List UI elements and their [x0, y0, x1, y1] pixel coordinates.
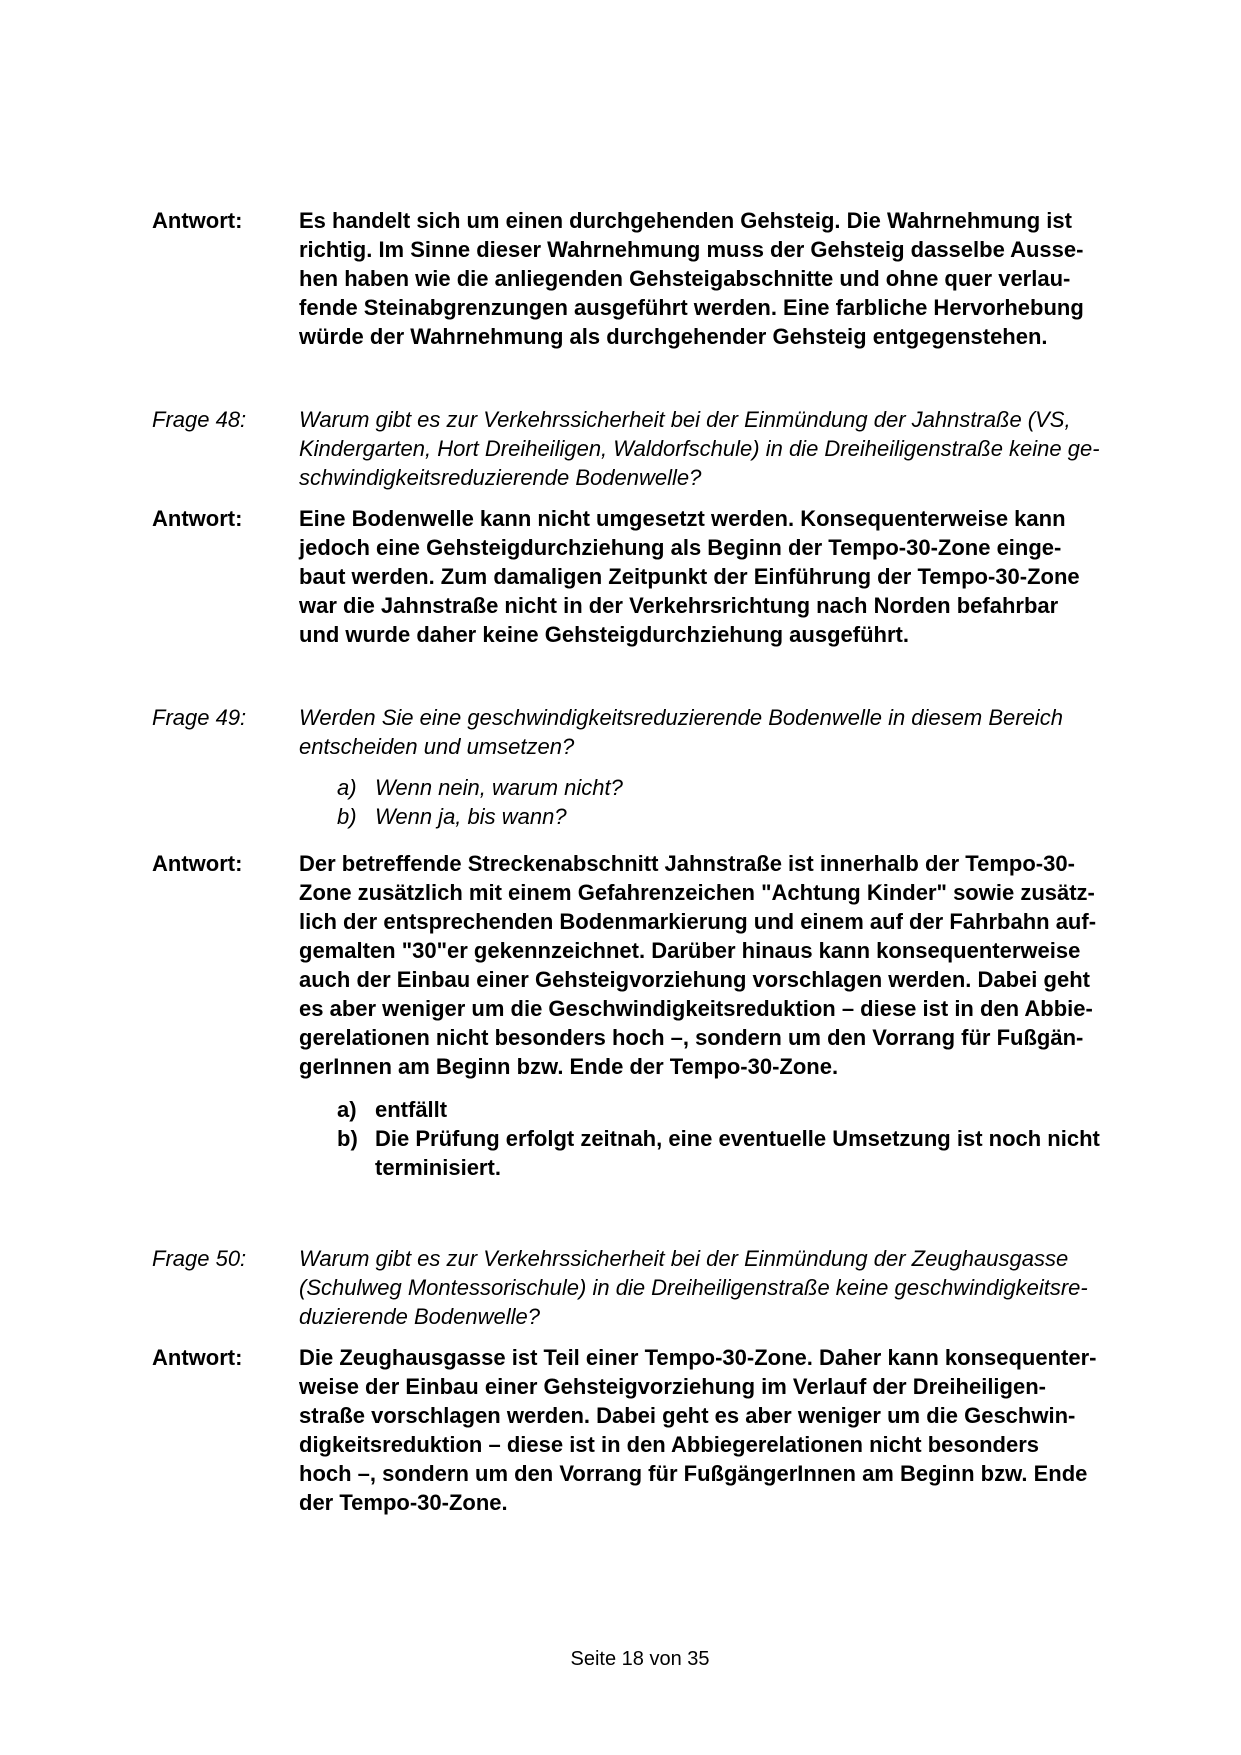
list-item: [337, 1124, 1237, 1182]
answer-label: Antwort:: [152, 506, 243, 531]
text-line: (Schulweg Montessorischule) in die Dreiheiligenstraße keine geschwindigkeitsre-: [299, 1275, 1088, 1300]
text-line: Zone zusätzlich mit einem Gefahrenzeichen "Achtung Kinder" sowie zusätz-: [299, 880, 1095, 905]
list-item: [337, 1095, 1237, 1124]
answer-label: Antwort:: [152, 1345, 243, 1370]
text-line: der Tempo-30-Zone.: [299, 1490, 508, 1515]
answer-sublist: [337, 1095, 1237, 1182]
list-marker: b): [337, 1126, 358, 1151]
text-line: lich der entsprechenden Bodenmarkierung und einem auf der Fahrbahn auf-: [299, 909, 1097, 934]
text-line: Die Zeughausgasse ist Teil einer Tempo-30-Zone. Daher kann konsequenter-: [299, 1345, 1097, 1370]
text-line: fende Steinabgrenzungen ausgeführt werden. Eine farbliche Hervorhebung: [299, 295, 1084, 320]
text-line: auch der Einbau einer Gehsteigvorziehung vorschlagen werden. Dabei geht: [299, 967, 1090, 992]
answer-label: Antwort:: [152, 208, 243, 233]
text-line: und wurde daher keine Gehsteigdurchziehung ausgeführt.: [299, 622, 909, 647]
list-marker: a): [337, 775, 357, 800]
text-line: richtig. Im Sinne dieser Wahrnehmung muss der Gehsteig dasselbe Ausse-: [299, 237, 1084, 262]
text-line: Es handelt sich um einen durchgehenden Gehsteig. Die Wahrnehmung ist: [299, 208, 1072, 233]
list-marker: b): [337, 804, 357, 829]
list-item-text: Wenn nein, warum nicht?: [375, 775, 623, 800]
answer-label: Antwort:: [152, 851, 243, 876]
list-item: [337, 773, 1237, 802]
text-line: digkeitsreduktion – diese ist in den Abbiegerelationen nicht besonders: [299, 1432, 1039, 1457]
text-line: gerInnen am Beginn bzw. Ende der Tempo-30-Zone.: [299, 1054, 839, 1079]
text-line: hoch –, sondern um den Vorrang für FußgängerInnen am Beginn bzw. Ende: [299, 1461, 1088, 1486]
answer-text: [299, 206, 1241, 351]
text-line: straße vorschlagen werden. Dabei geht es aber weniger um die Geschwin-: [299, 1403, 1076, 1428]
question-label: Frage 49:: [152, 705, 247, 730]
text-line: es aber weniger um die Geschwindigkeitsreduktion – diese ist in den Abbie-: [299, 996, 1093, 1021]
question-text: [299, 405, 1241, 492]
text-line: war die Jahnstraße nicht in der Verkehrsrichtung nach Norden befahrbar: [299, 593, 1059, 618]
text-line: hen haben wie die anliegenden Gehsteigabschnitte und ohne quer verlau-: [299, 266, 1071, 291]
list-item-text: entfällt: [375, 1097, 448, 1122]
text-line: schwindigkeitsreduzierende Bodenwelle?: [299, 465, 702, 490]
list-item-text: terminisiert.: [375, 1155, 501, 1180]
page-number-footer: Seite 18 von 35: [570, 1648, 710, 1670]
answer-text: [299, 849, 1241, 1081]
list-marker: a): [337, 1097, 357, 1122]
text-line: Der betreffende Streckenabschnitt Jahnstraße ist innerhalb der Tempo-30-: [299, 851, 1075, 876]
question-text: [299, 1244, 1241, 1331]
list-item: [337, 802, 1237, 831]
text-line: gerelationen nicht besonders hoch –, sondern um den Vorrang für Fußgän-: [299, 1025, 1084, 1050]
list-item-text: Wenn ja, bis wann?: [375, 804, 567, 829]
text-line: duzierende Bodenwelle?: [299, 1304, 540, 1329]
question-label: Frage 50:: [152, 1246, 247, 1271]
text-line: entscheiden und umsetzen?: [299, 734, 575, 759]
text-line: Werden Sie eine geschwindigkeitsreduzierende Bodenwelle in diesem Bereich: [299, 705, 1063, 730]
text-line: jedoch eine Gehsteigdurchziehung als Beginn der Tempo-30-Zone einge-: [299, 535, 1062, 560]
list-item-text: Die Prüfung erfolgt zeitnah, eine eventuelle Umsetzung ist noch nicht: [375, 1126, 1100, 1151]
text-line: gemalten "30"er gekennzeichnet. Darüber hinaus kann konsequenterweise: [299, 938, 1081, 963]
text-line: baut werden. Zum damaligen Zeitpunkt der Einführung der Tempo-30-Zone: [299, 564, 1080, 589]
answer-text: [299, 504, 1241, 649]
question-label: Frage 48:: [152, 407, 247, 432]
text-line: würde der Wahrnehmung als durchgehender Gehsteig entgegenstehen.: [299, 324, 1048, 349]
answer-text: [299, 1343, 1241, 1517]
text-line: Warum gibt es zur Verkehrssicherheit bei der Einmündung der Jahnstraße (VS,: [299, 407, 1071, 432]
text-line: Kindergarten, Hort Dreiheiligen, Waldorfschule) in die Dreiheiligenstraße keine ge-: [299, 436, 1100, 461]
text-line: weise der Einbau einer Gehsteigvorziehung im Verlauf der Dreiheiligen-: [299, 1374, 1046, 1399]
text-line: Eine Bodenwelle kann nicht umgesetzt werden. Konsequenterweise kann: [299, 506, 1066, 531]
question-sublist: [337, 773, 1237, 831]
question-text: [299, 703, 1241, 761]
text-line: Warum gibt es zur Verkehrssicherheit bei der Einmündung der Zeughausgasse: [299, 1246, 1069, 1271]
